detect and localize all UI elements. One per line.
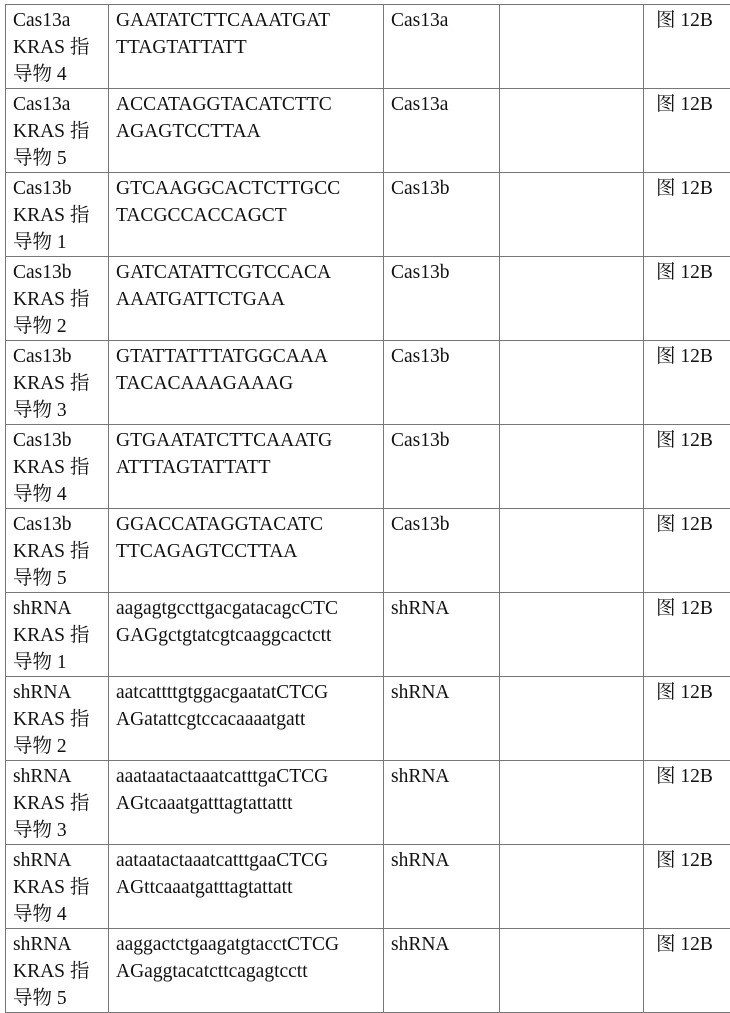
- type-cell: [384, 593, 500, 677]
- guide-name-cell-line: Cas13a: [13, 7, 108, 34]
- guide-name-cell-line: Cas13b: [13, 175, 108, 202]
- type-cell-line: Cas13a: [391, 91, 499, 118]
- guide-name-cell-line: KRAS 指: [13, 622, 108, 649]
- guide-name-cell-line: Cas13a: [13, 91, 108, 118]
- type-cell-line: shRNA: [391, 763, 499, 790]
- guide-name-cell-line: 导物 3: [13, 817, 108, 844]
- type-cell-line: Cas13b: [391, 175, 499, 202]
- type-cell-line: shRNA: [391, 679, 499, 706]
- sequence-cell-line: AGtcaaatgatttagtattattt: [116, 790, 379, 817]
- guide-name-cell-line: shRNA: [13, 595, 108, 622]
- figure-ref-cell-line: 图 12B: [656, 763, 730, 790]
- empty-cell: [500, 425, 644, 509]
- empty-cell: [500, 173, 644, 257]
- guide-name-cell-line: KRAS 指: [13, 706, 108, 733]
- table-row: [6, 341, 730, 425]
- table-body: [6, 5, 730, 1013]
- figure-ref-cell-line: 图 12B: [656, 343, 730, 370]
- guide-name-cell-line: 导物 4: [13, 901, 108, 928]
- sequence-cell-line: GTATTATTTATGGCAAA: [116, 343, 379, 370]
- guide-name-cell: [6, 5, 109, 89]
- sequence-cell-line: GGACCATAGGTACATC: [116, 511, 379, 538]
- guide-name-cell: [6, 173, 109, 257]
- table-row: [6, 173, 730, 257]
- sequence-cell: [109, 257, 384, 341]
- figure-ref-cell-line: 图 12B: [656, 259, 730, 286]
- figure-ref-cell: [644, 5, 730, 89]
- guide-name-cell-line: 导物 5: [13, 565, 108, 592]
- figure-ref-cell-line: 图 12B: [656, 595, 730, 622]
- guide-name-cell-line: Cas13b: [13, 259, 108, 286]
- empty-cell: [500, 761, 644, 845]
- guide-name-cell: [6, 89, 109, 173]
- sequence-cell-line: aaggactctgaagatgtacctCTCG: [116, 931, 379, 958]
- guide-name-cell-line: KRAS 指: [13, 538, 108, 565]
- guide-name-cell-line: KRAS 指: [13, 958, 108, 985]
- empty-cell: [500, 677, 644, 761]
- guide-name-cell-line: 导物 4: [13, 61, 108, 88]
- guide-name-cell-line: KRAS 指: [13, 370, 108, 397]
- sequence-cell-line: GAGgctgtatcgtcaaggcactctt: [116, 622, 379, 649]
- guide-name-cell: [6, 593, 109, 677]
- guide-name-cell-line: KRAS 指: [13, 118, 108, 145]
- guide-name-cell-line: 导物 3: [13, 397, 108, 424]
- figure-ref-cell: [644, 173, 730, 257]
- guide-name-cell-line: 导物 5: [13, 145, 108, 172]
- guide-name-cell-line: shRNA: [13, 931, 108, 958]
- table-row: [6, 761, 730, 845]
- type-cell: [384, 761, 500, 845]
- sequence-cell: [109, 341, 384, 425]
- guide-name-cell-line: 导物 2: [13, 313, 108, 340]
- figure-ref-cell: [644, 257, 730, 341]
- empty-cell: [500, 341, 644, 425]
- sequence-cell-line: AAATGATTCTGAA: [116, 286, 379, 313]
- guide-name-cell-line: Cas13b: [13, 427, 108, 454]
- table-row: [6, 425, 730, 509]
- sequence-cell-line: AGttcaaatgatttagtattatt: [116, 874, 379, 901]
- type-cell: [384, 173, 500, 257]
- figure-ref-cell-line: 图 12B: [656, 511, 730, 538]
- empty-cell: [500, 257, 644, 341]
- table-row: [6, 677, 730, 761]
- table-row: [6, 89, 730, 173]
- type-cell-line: shRNA: [391, 595, 499, 622]
- sequence-cell-line: AGatattcgtccacaaaatgatt: [116, 706, 379, 733]
- guide-name-cell-line: 导物 1: [13, 649, 108, 676]
- type-cell: [384, 5, 500, 89]
- empty-cell: [500, 593, 644, 677]
- figure-ref-cell: [644, 425, 730, 509]
- figure-ref-cell-line: 图 12B: [656, 931, 730, 958]
- type-cell: [384, 425, 500, 509]
- guide-name-cell-line: shRNA: [13, 847, 108, 874]
- sequence-cell: [109, 5, 384, 89]
- figure-ref-cell: [644, 509, 730, 593]
- type-cell: [384, 677, 500, 761]
- figure-ref-cell-line: 图 12B: [656, 175, 730, 202]
- type-cell-line: Cas13b: [391, 343, 499, 370]
- sequence-cell-line: aaataatactaaatcatttgaCTCG: [116, 763, 379, 790]
- empty-cell: [500, 89, 644, 173]
- sequence-cell-line: ACCATAGGTACATCTTC: [116, 91, 379, 118]
- guide-name-cell: [6, 761, 109, 845]
- guide-name-cell-line: KRAS 指: [13, 790, 108, 817]
- figure-ref-cell-line: 图 12B: [656, 7, 730, 34]
- type-cell-line: shRNA: [391, 931, 499, 958]
- table-row: [6, 845, 730, 929]
- empty-cell: [500, 509, 644, 593]
- table-row: [6, 509, 730, 593]
- guide-name-cell-line: KRAS 指: [13, 34, 108, 61]
- sequence-cell-line: TTAGTATTATT: [116, 34, 379, 61]
- type-cell-line: Cas13b: [391, 511, 499, 538]
- sequence-cell-line: aatcattttgtggacgaatatCTCG: [116, 679, 379, 706]
- sequence-cell-line: aagagtgccttgacgatacagcCTC: [116, 595, 379, 622]
- guide-name-cell-line: 导物 4: [13, 481, 108, 508]
- guide-name-cell-line: 导物 2: [13, 733, 108, 760]
- type-cell: [384, 89, 500, 173]
- guide-sequence-table: [5, 4, 730, 1013]
- sequence-cell: [109, 677, 384, 761]
- sequence-cell: [109, 509, 384, 593]
- guide-name-cell-line: Cas13b: [13, 343, 108, 370]
- sequence-cell: [109, 593, 384, 677]
- guide-name-cell-line: KRAS 指: [13, 874, 108, 901]
- type-cell: [384, 509, 500, 593]
- figure-ref-cell: [644, 89, 730, 173]
- guide-name-cell: [6, 341, 109, 425]
- figure-ref-cell: [644, 341, 730, 425]
- guide-name-cell-line: KRAS 指: [13, 454, 108, 481]
- empty-cell: [500, 845, 644, 929]
- guide-name-cell: [6, 677, 109, 761]
- guide-name-cell: [6, 509, 109, 593]
- empty-cell: [500, 5, 644, 89]
- figure-ref-cell: [644, 593, 730, 677]
- sequence-cell: [109, 89, 384, 173]
- sequence-cell-line: GAATATCTTCAAATGAT: [116, 7, 379, 34]
- sequence-cell-line: GATCATATTCGTCCACA: [116, 259, 379, 286]
- guide-name-cell: [6, 845, 109, 929]
- figure-ref-cell: [644, 761, 730, 845]
- table-row: [6, 5, 730, 89]
- type-cell: [384, 845, 500, 929]
- sequence-cell: [109, 845, 384, 929]
- sequence-cell-line: GTCAAGGCACTCTTGCC: [116, 175, 379, 202]
- type-cell-line: Cas13a: [391, 7, 499, 34]
- figure-ref-cell-line: 图 12B: [656, 847, 730, 874]
- sequence-cell-line: ATTTAGTATTATT: [116, 454, 379, 481]
- sequence-cell-line: GTGAATATCTTCAAATG: [116, 427, 379, 454]
- sequence-cell: [109, 425, 384, 509]
- sequence-cell-line: AGAGTCCTTAA: [116, 118, 379, 145]
- type-cell: [384, 341, 500, 425]
- sequence-cell-line: AGaggtacatcttcagagtcctt: [116, 958, 379, 985]
- sequence-cell: [109, 761, 384, 845]
- figure-ref-cell-line: 图 12B: [656, 427, 730, 454]
- type-cell-line: shRNA: [391, 847, 499, 874]
- guide-name-cell-line: shRNA: [13, 763, 108, 790]
- type-cell-line: Cas13b: [391, 259, 499, 286]
- sequence-cell-line: TACACAAAGAAAG: [116, 370, 379, 397]
- guide-name-cell: [6, 257, 109, 341]
- guide-name-cell-line: KRAS 指: [13, 202, 108, 229]
- sequence-cell-line: aataatactaaatcatttgaaCTCG: [116, 847, 379, 874]
- table-row: [6, 257, 730, 341]
- type-cell: [384, 257, 500, 341]
- type-cell-line: Cas13b: [391, 427, 499, 454]
- table-row: [6, 593, 730, 677]
- sequence-cell-line: TTCAGAGTCCTTAA: [116, 538, 379, 565]
- sequence-cell: [109, 173, 384, 257]
- guide-name-cell-line: 导物 1: [13, 229, 108, 256]
- figure-ref-cell-line: 图 12B: [656, 91, 730, 118]
- guide-name-cell: [6, 425, 109, 509]
- guide-name-cell-line: Cas13b: [13, 511, 108, 538]
- figure-ref-cell: [644, 677, 730, 761]
- figure-ref-cell-line: 图 12B: [656, 679, 730, 706]
- guide-name-cell-line: 导物 5: [13, 985, 108, 1012]
- sequence-cell-line: TACGCCACCAGCT: [116, 202, 379, 229]
- guide-name-cell-line: shRNA: [13, 679, 108, 706]
- guide-name-cell-line: KRAS 指: [13, 286, 108, 313]
- figure-ref-cell: [644, 845, 730, 929]
